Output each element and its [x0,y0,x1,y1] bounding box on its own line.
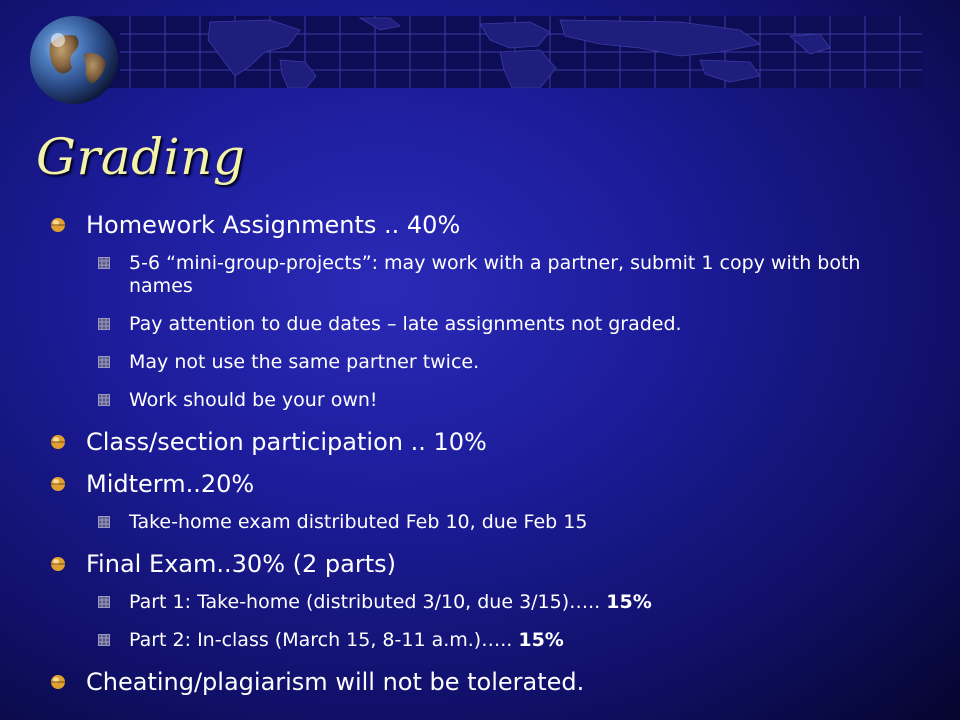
world-map-banner [60,16,922,88]
sub-item-due-dates [92,313,930,336]
list-item-text: Midterm..20% [86,470,255,498]
sub-item-own-work [92,389,930,412]
sub-item-weight: 15% [606,591,652,613]
grid-square-bullet-icon [98,394,110,406]
sub-item-partner [92,351,930,374]
list-item-final-exam [50,549,930,579]
sub-item-text: Pay attention to due dates – late assignments not graded. [129,313,682,335]
sub-item-text: Take-home exam distributed Feb 10, due Feb 15 [129,511,588,533]
sub-item-part-2 [92,629,930,652]
orb-bullet-icon [50,674,66,690]
sub-item-weight: 15% [518,629,564,651]
orb-bullet-icon [50,476,66,492]
orb-bullet-icon [50,556,66,572]
sub-item-text: Part 1: Take-home (distributed 3/10, due 3/15)….. [129,591,607,613]
list-item-participation [50,427,930,457]
sub-item-mini-projects [92,252,930,298]
grid-square-bullet-icon [98,356,110,368]
grid-square-bullet-icon [98,257,110,269]
bullet-list [50,210,930,709]
world-map-graphic [60,16,922,88]
list-item-homework [50,210,930,240]
list-item-cheating [50,667,930,697]
globe-icon [28,14,120,106]
list-item-text: Class/section participation .. 10% [86,428,487,456]
orb-bullet-icon [50,434,66,450]
sub-item-take-home [92,511,930,534]
list-item-text: Homework Assignments .. 40% [86,211,461,239]
list-item-text: Final Exam..30% (2 parts) [86,550,396,578]
grid-square-bullet-icon [98,318,110,330]
sub-item-part-1 [92,591,930,614]
grid-square-bullet-icon [98,634,110,646]
slide-title: Grading [36,128,246,186]
sub-item-text: Work should be your own! [129,389,378,411]
grid-square-bullet-icon [98,516,110,528]
sub-item-text: Part 2: In-class (March 15, 8-11 a.m.)….. [129,629,519,651]
grid-square-bullet-icon [98,596,110,608]
list-item-midterm [50,469,930,499]
sub-item-text: 5-6 “mini-group-projects”: may work with a partner, submit 1 copy with both names [129,252,861,297]
orb-bullet-icon [50,217,66,233]
list-item-text: Cheating/plagiarism will not be tolerated. [86,668,585,696]
sub-item-text: May not use the same partner twice. [129,351,480,373]
